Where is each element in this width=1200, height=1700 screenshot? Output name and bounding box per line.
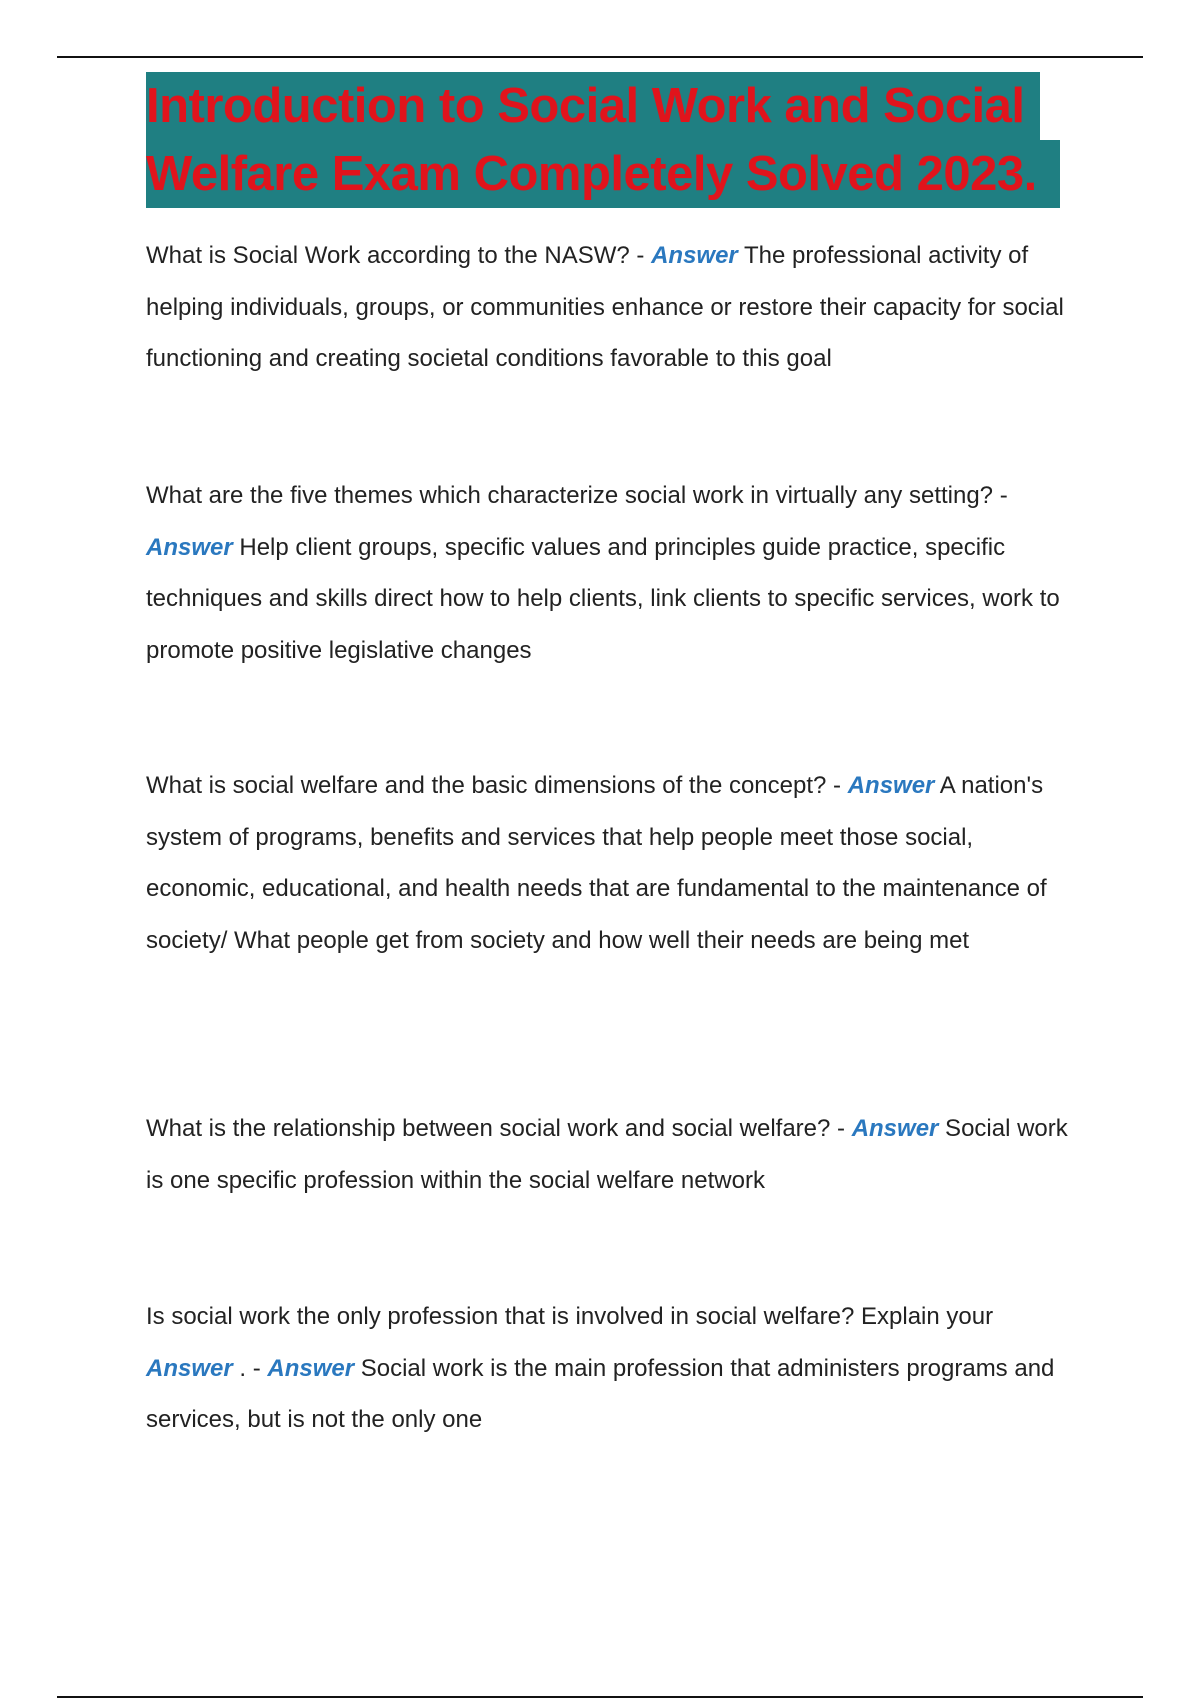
title-line-2: Welfare Exam Completely Solved 2023. [146, 140, 1060, 208]
qa-item [146, 1291, 1086, 1446]
top-rule [57, 56, 1143, 58]
answer-text: The professional activity of helping individuals, groups, or communities enhance or restore their capacity for social functioning and creating societal conditions favorable to this goal [146, 242, 1064, 372]
answer-label: Answer [267, 1354, 355, 1382]
document-title [146, 72, 1066, 208]
question-text: Is social work the only profession that is involved in social welfare? Explain your [146, 1303, 994, 1330]
answer-label: Answer [847, 772, 935, 799]
answer-label: Answer [851, 1115, 939, 1142]
answer-label: Answer [651, 242, 738, 269]
qa-item [146, 1103, 1086, 1206]
question-text: What is the relationship between social work and social welfare? - [146, 1115, 852, 1142]
question-answer-label: Answer [146, 1354, 233, 1382]
question-suffix: . - [232, 1354, 268, 1382]
answer-text: Help client groups, specific values and principles guide practice, specific techniques and skills direct how to help clients, link clients to specific services, work to promote positive legislative changes [146, 533, 1060, 664]
question-text: What is Social Work according to the NASW? - [146, 242, 652, 269]
bottom-rule [57, 1696, 1143, 1698]
qa-item [146, 230, 1086, 385]
answer-text: A nation's system of programs, benefits and services that help people meet those social, economic, educational, and health needs that are fundamental to the maintenance of society/ What people get from society and how well their needs are being met [146, 772, 1047, 954]
question-text: What are the five themes which characterize social work in virtually any setting? - [146, 482, 1008, 509]
title-line-1: Introduction to Social Work and Social [146, 72, 1040, 140]
question-text: What is social welfare and the basic dimensions of the concept? - [146, 772, 848, 799]
answer-text: Social work is one specific profession within the social welfare network [146, 1115, 1068, 1194]
answer-label: Answer [146, 533, 233, 561]
answer-text: Social work is the main profession that administers programs and services, but is not the only one [146, 1354, 1055, 1433]
qa-item [146, 470, 1086, 676]
qa-item [146, 760, 1086, 966]
